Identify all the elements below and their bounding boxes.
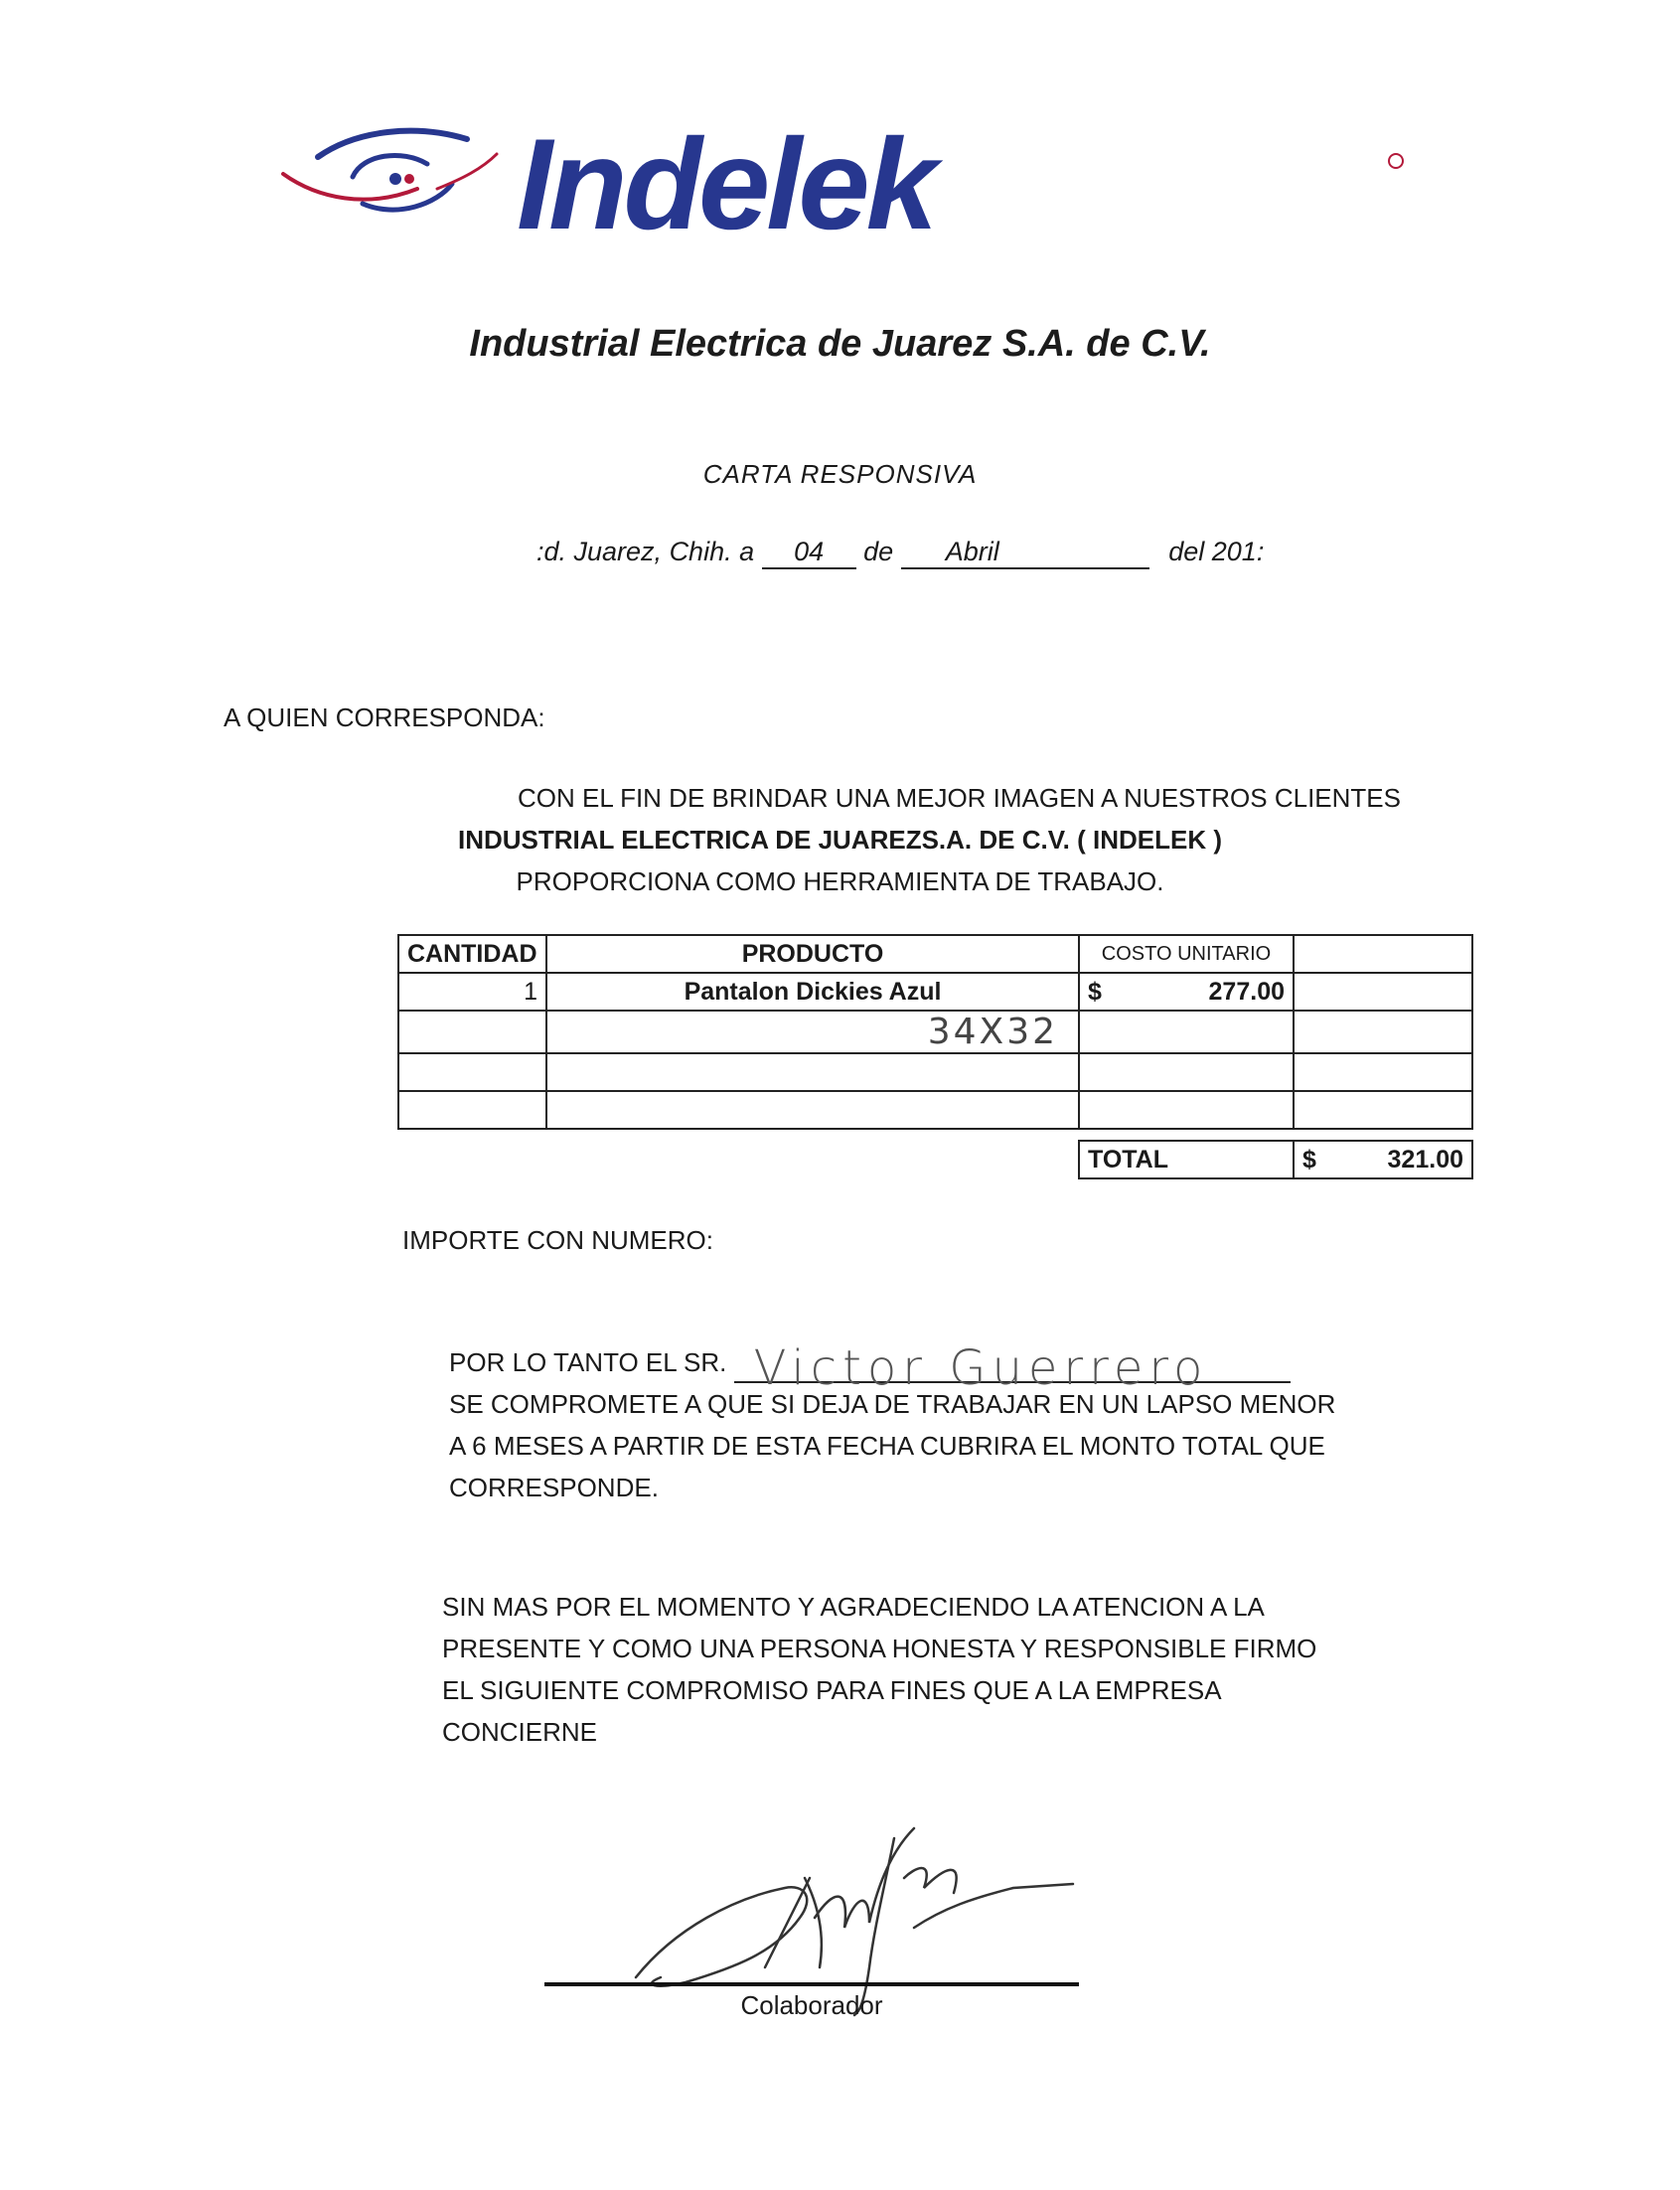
date-month: Abril [901, 537, 1149, 569]
date-prefix: :d. Juarez, Chih. a [536, 537, 755, 566]
table-row [398, 1011, 1472, 1053]
closing-line-4: CONCIERNE [442, 1717, 598, 1747]
signature-label: Colaborador [740, 1990, 883, 2020]
swirl-logo-icon [283, 131, 497, 210]
total-row [1079, 1141, 1472, 1178]
employee-name-handwritten: Victor Guerrero [753, 1340, 1209, 1396]
date-day: 04 [762, 537, 856, 569]
total-label: TOTAL [1079, 1141, 1294, 1178]
row-empty-cell [398, 1053, 546, 1091]
total-currency: $ [1302, 1145, 1316, 1173]
date-suffix: del 201: [1168, 537, 1265, 566]
row-empty-cell [1294, 1053, 1472, 1091]
closing-line-3: EL SIGUIENTE COMPROMISO PARA FINES QUE A LA EMPRESA [442, 1675, 1222, 1705]
row-unit-cost: 277.00 [1208, 977, 1285, 1006]
row-unit-cost-cell [1079, 973, 1294, 1011]
date-line [536, 537, 1264, 569]
closing-paragraph [442, 1586, 1316, 1753]
document-title: CARTA RESPONSIVA [702, 459, 978, 489]
header-unit-cost: COSTO UNITARIO [1079, 935, 1294, 973]
table-row [398, 973, 1472, 1011]
commitment-line-1: SE COMPROMETE A QUE SI DEJA DE TRABAJAR EN UN LAPSO MENOR [449, 1389, 1336, 1419]
header-empty-cell [1294, 935, 1472, 973]
commitment-paragraph [449, 1341, 1335, 1508]
row-empty-cell [1294, 973, 1472, 1011]
row-quantity: 1 [398, 973, 546, 1011]
row-empty-cell [398, 1091, 546, 1129]
row-empty-cell [1079, 1091, 1294, 1129]
header-quantity: CANTIDAD [398, 935, 546, 973]
table-header-row [398, 935, 1472, 973]
row-empty-cell [546, 1091, 1079, 1129]
intro-line-3: PROPORCIONA COMO HERRAMIENTA DE TRABAJO. [516, 866, 1164, 896]
commitment-prefix-line [449, 1340, 1335, 1396]
row-empty-cell [546, 1053, 1079, 1091]
row-empty-cell [1294, 1011, 1472, 1053]
indelek-logo [278, 109, 1421, 258]
closing-line-1: SIN MAS POR EL MOMENTO Y AGRADECIENDO LA ATENCION A LA [442, 1592, 1265, 1622]
row-empty-cell [1079, 1011, 1294, 1053]
date-de: de [863, 537, 894, 566]
importe-label: IMPORTE CON NUMERO: [402, 1225, 713, 1255]
row-product-handwritten [546, 1011, 1079, 1053]
salutation: A QUIEN CORRESPONDA: [224, 703, 545, 732]
commitment-prefix: POR LO TANTO EL SR. [449, 1347, 727, 1377]
logo-wordmark [517, 111, 944, 256]
intro-line-1: CON EL FIN DE BRINDAR UNA MEJOR IMAGEN A NUESTROS CLIENTES [518, 783, 1401, 813]
total-table [1078, 1140, 1473, 1179]
total-value: 321.00 [1387, 1145, 1463, 1173]
header-product: PRODUCTO [546, 935, 1079, 973]
commitment-line-2: A 6 MESES A PARTIR DE ESTA FECHA CUBRIRA EL MONTO TOTAL QUE [449, 1431, 1325, 1461]
items-table [397, 934, 1473, 1130]
closing-line-2: PRESENTE Y COMO UNA PERSONA HONESTA Y RESPONSIBLE FIRMO [442, 1634, 1317, 1663]
intro-line-2: INDUSTRIAL ELECTRICA DE JUAREZS.A. DE C.V. ( INDELEK ) [458, 825, 1222, 855]
table-row [398, 1053, 1472, 1091]
logo-text: Indelek [517, 111, 934, 256]
registered-mark-icon [1389, 154, 1403, 168]
table-row [398, 1091, 1472, 1129]
row-empty-cell [1294, 1091, 1472, 1129]
total-value-cell [1294, 1141, 1472, 1178]
row-product: Pantalon Dickies Azul [546, 973, 1079, 1011]
commitment-line-3: CORRESPONDE. [449, 1473, 659, 1502]
row-currency: $ [1088, 977, 1102, 1006]
employee-name-line [734, 1340, 1291, 1396]
row-empty-cell [1079, 1053, 1294, 1091]
handwritten-signature [616, 1818, 1093, 2017]
row-empty-cell [398, 1011, 546, 1053]
company-name: Industrial Electrica de Juarez S.A. de C.V. [469, 323, 1211, 365]
handwritten-size: 34X32 [927, 1012, 1058, 1052]
signature-line [544, 1982, 1079, 1986]
